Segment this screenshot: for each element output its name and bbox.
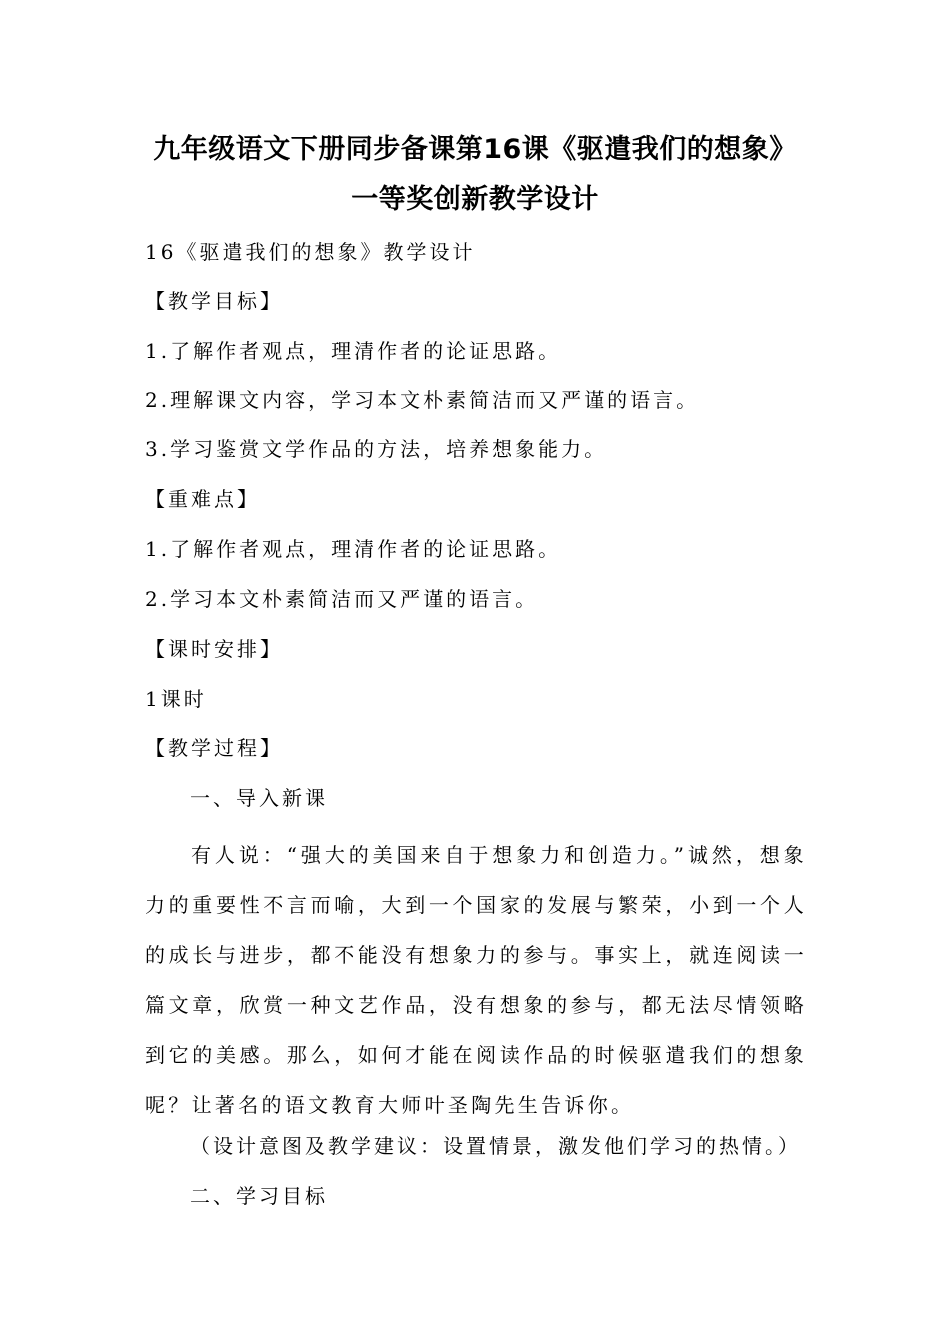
process-heading: 【教学过程】 bbox=[145, 736, 283, 760]
section1-title: 一、导入新课 bbox=[190, 786, 328, 810]
key-points-heading: 【重难点】 bbox=[145, 487, 260, 511]
document-title-line2: 一等奖创新教学设计 bbox=[351, 184, 599, 215]
document-title-line1: 九年级语文下册同步备课第16课《驱遣我们的想象》 bbox=[153, 134, 797, 165]
key-point-item-1: 1.了解作者观点，理清作者的论证思路。 bbox=[145, 537, 562, 561]
schedule-value: 1课时 bbox=[145, 687, 207, 711]
section1-design-note: （设计意图及教学建议：设置情景，激发他们学习的热情。） bbox=[190, 1134, 801, 1158]
lesson-subtitle: 16《驱遣我们的想象》教学设计 bbox=[145, 240, 476, 264]
objective-item-1: 1.了解作者观点，理清作者的论证思路。 bbox=[145, 339, 562, 363]
section1-paragraph: 有人说：“强大的美国来自于想象力和创造力。”诚然，想象力的重要性不言而喻，大到一个国家的发展与繁荣，小到一个人的成长与进步，都不能没有想象力的参与。事实上，就连阅读一篇文章，欣赏一种文艺作品，没有想象的参与，都无法尽情领略到它的美感。那么，如何才能在阅读作品的时候驱遣我们的想象呢？让著名的语文教育大师叶圣陶先生告诉你。 bbox=[145, 843, 807, 1117]
section2-title: 二、学习目标 bbox=[190, 1184, 328, 1208]
schedule-heading: 【课时安排】 bbox=[145, 637, 283, 661]
objective-item-2: 2.理解课文内容，学习本文朴素简洁而又严谨的语言。 bbox=[145, 388, 700, 412]
key-point-item-2: 2.学习本文朴素简洁而又严谨的语言。 bbox=[145, 587, 539, 611]
objectives-heading: 【教学目标】 bbox=[145, 289, 283, 313]
objective-item-3: 3.学习鉴赏文学作品的方法，培养想象能力。 bbox=[145, 437, 608, 461]
